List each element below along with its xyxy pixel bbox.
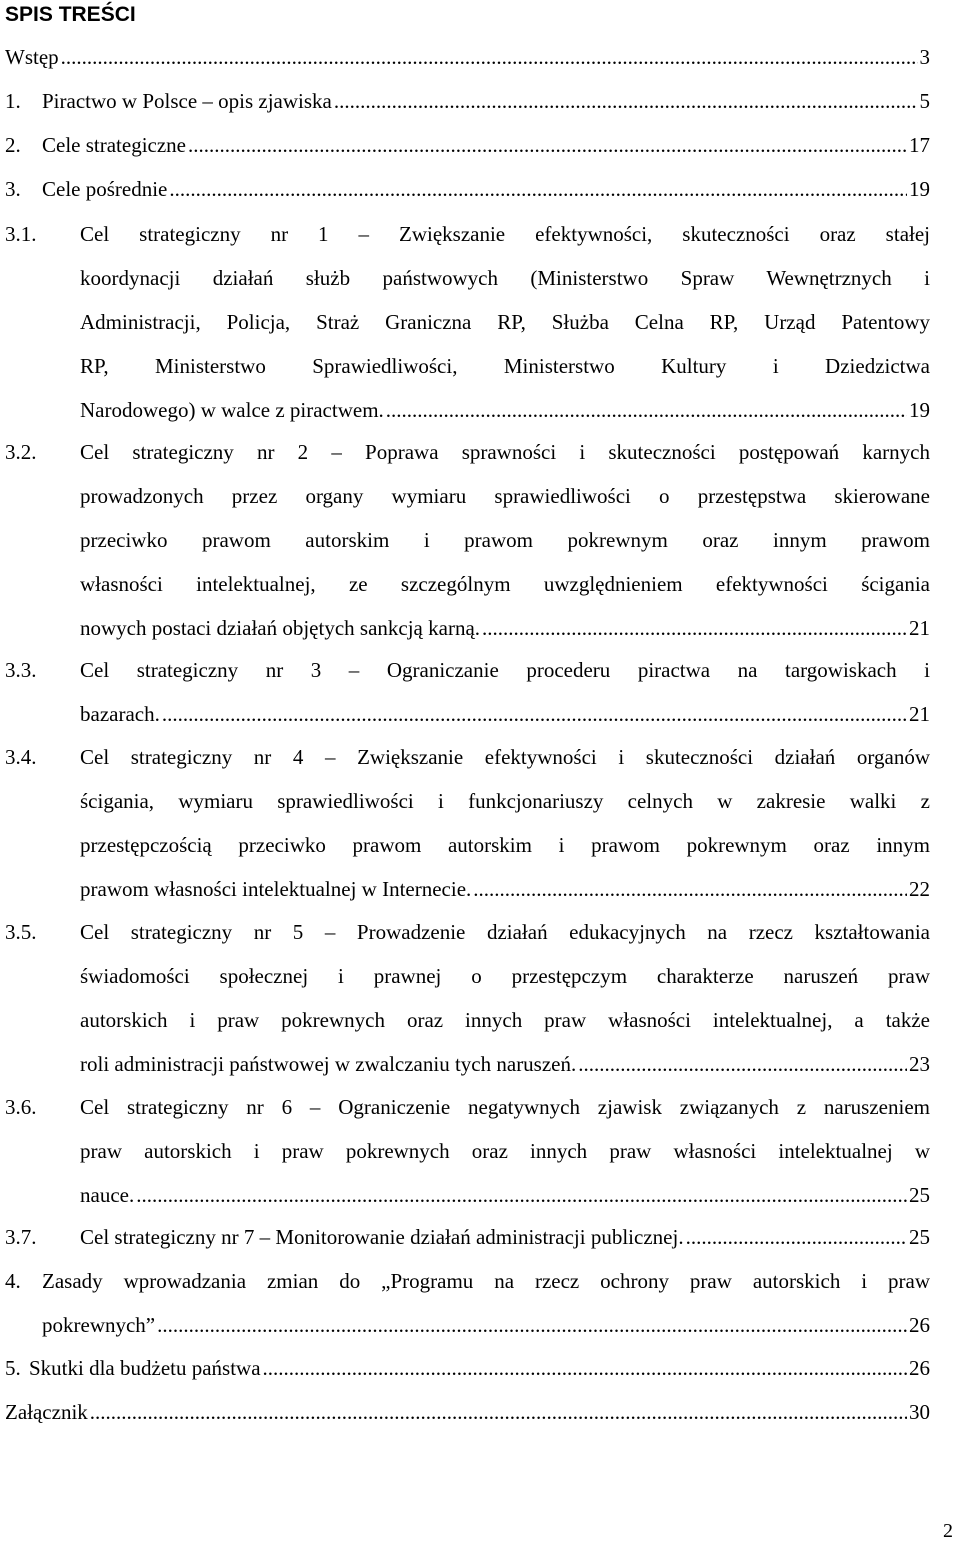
toc-entry-title: nauce. [80,1183,135,1207]
toc-entry-page: 22 [909,877,930,901]
toc-entry-page: 23 [909,1052,930,1076]
toc-entry-page: 5 [919,89,930,113]
dot-leader [157,1303,907,1347]
toc-entry-title: Załącznik [5,1400,88,1424]
toc-entry[interactable] [5,1215,930,1259]
toc-entry-line: Zasady wprowadzania zmian do „Programu na rzecz ochrony praw autorskich i praw [42,1269,930,1293]
toc-entry-line: autorskich i praw pokrewnych oraz innych praw własności intelektualnej, a także [80,1008,930,1032]
toc-entry-last-line [42,123,930,167]
toc-entry[interactable] [5,1390,930,1434]
toc-entry-line: prowadzonych przez organy wymiaru sprawiedliwości o przestępstwa skierowane [80,484,930,508]
toc-entry-last-line [80,692,930,736]
dot-leader [578,1042,907,1086]
toc-entry-line: przestępczością przeciwko prawom autorskim i prawom pokrewnym oraz innym [80,833,930,857]
toc-entry-last-line [80,1042,930,1086]
toc-entry-page: 19 [909,398,930,422]
toc-entry-last-line [42,79,930,123]
toc-entry-line: świadomości społecznej i prawnej o przestępczym charakterze naruszeń praw [80,964,930,988]
toc-entry-title: Narodowego) w walce z piractwem. [80,398,384,422]
toc-entry-text [5,1390,930,1434]
toc-entry-title: Cel strategiczny nr 7 – Monitorowanie działań administracji publicznej. [80,1225,684,1249]
toc-entry-last-line [80,1173,930,1217]
dot-leader [90,1390,907,1434]
toc-entry-text [42,79,930,123]
toc-entry-page: 25 [909,1183,930,1207]
dot-leader [188,123,907,167]
toc-entry-page: 17 [909,133,930,157]
toc-entry-text [42,167,930,211]
toc-entry-number: 2. [5,133,21,157]
dot-leader [162,692,907,736]
toc-entry-line: Cel strategiczny nr 6 – Ograniczenie negatywnych zjawisk związanych z naruszeniem [80,1095,930,1119]
dot-leader [263,1346,907,1390]
toc-entry-title: Cele strategiczne [42,133,187,157]
toc-entry-number: 3.2. [5,440,37,464]
dot-leader [136,1173,907,1217]
page-title: SPIS TREŚCI [5,3,136,26]
toc-entry[interactable] [5,1346,930,1390]
toc-entry-line: koordynacji działań służb państwowych (Ministerstwo Spraw Wewnętrznych i [80,266,930,290]
toc-entry-text [80,648,930,736]
toc-entry[interactable] [5,648,930,736]
toc-entry-line: Cel strategiczny nr 5 – Prowadzenie działań edukacyjnych na rzecz kształtowania [80,920,930,944]
toc-entry-text [80,212,930,432]
toc-entry-last-line [80,867,930,911]
toc-entry-line: przeciwko prawom autorskim i prawom pokrewnym oraz innym prawom [80,528,930,552]
toc-entry[interactable] [5,167,930,211]
toc-entry-page: 30 [909,1400,930,1424]
toc-entry-line: praw autorskich i praw pokrewnych oraz innych praw własności intelektualnej w [80,1139,930,1163]
toc-entry-number: 3.6. [5,1095,37,1119]
page-number: 2 [943,1520,953,1542]
toc-entry-line: Administracji, Policja, Straż Graniczna RP, Służba Celna RP, Urząd Patentowy [80,310,930,334]
toc-entry-page: 26 [909,1356,930,1380]
toc-entry[interactable] [5,735,930,911]
toc-entry-text [80,430,930,650]
toc-entry[interactable] [5,430,930,650]
toc-entry-number: 1. [5,89,21,113]
toc-entry-last-line [80,606,930,650]
toc-entry-text [80,1215,930,1259]
toc-entry-title: Skutki dla budżetu państwa [29,1356,261,1380]
toc-entry-number: 3.1. [5,222,37,246]
toc-entry-last-line [5,35,930,79]
toc-entry-title: prawom własności intelektualnej w Internecie. [80,877,472,901]
toc-entry-number: 3. [5,177,21,201]
toc-entry-last-line [29,1346,930,1390]
toc-entry-line: RP, Ministerstwo Sprawiedliwości, Ministerstwo Kultury i Dziedzictwa [80,354,930,378]
toc-entry-line: własności intelektualnej, ze szczególnym uwzględnieniem efektywności ścigania [80,572,930,596]
toc-entry-number: 5. [5,1356,21,1380]
toc-entry[interactable] [5,1259,930,1347]
toc-entry[interactable] [5,35,930,79]
toc-entry-line: ścigania, wymiaru sprawiedliwości i funkcjonariuszy celnych w zakresie walki z [80,789,930,813]
toc-entry-text [5,35,930,79]
toc-entry-page: 25 [909,1225,930,1249]
toc-entry-text [80,910,930,1086]
toc-entry-number: 3.5. [5,920,37,944]
toc-entry-page: 19 [909,177,930,201]
toc-entry-page: 21 [909,616,930,640]
dot-leader [473,867,907,911]
toc-entry-line: Cel strategiczny nr 3 – Ograniczanie procederu piractwa na targowiskach i [80,658,930,682]
toc-entry[interactable] [5,212,930,432]
toc-entry[interactable] [5,79,930,123]
toc-entry-text [80,735,930,911]
toc-entry-number: 3.3. [5,658,37,682]
toc-entry-line: Cel strategiczny nr 2 – Poprawa sprawności i skuteczności postępowań karnych [80,440,930,464]
dot-leader [482,606,907,650]
toc-entry-last-line [42,167,930,211]
toc-entry-page: 21 [909,702,930,726]
toc-entry-number: 3.7. [5,1225,37,1249]
toc-entry-title: nowych postaci działań objętych sankcją karną. [80,616,481,640]
dot-leader [169,167,907,211]
toc-entry-title: bazarach. [80,702,160,726]
dot-leader [386,388,907,432]
toc-entry-last-line [80,1215,930,1259]
toc-entry-text [42,1259,930,1347]
dot-leader [61,35,918,79]
dot-leader [334,79,918,123]
toc-entry-line: Cel strategiczny nr 4 – Zwiększanie efektywności i skuteczności działań organów [80,745,930,769]
toc-entry-page: 26 [909,1313,930,1337]
toc-entry-text [80,1085,930,1217]
toc-entry-last-line [80,388,930,432]
toc-entry-number: 3.4. [5,745,37,769]
dot-leader [686,1215,907,1259]
toc-entry-title: Piractwo w Polsce – opis zjawiska [42,89,332,113]
toc-entry[interactable] [5,910,930,1086]
toc-entry-page: 3 [919,45,930,69]
toc-entry-title: Cele pośrednie [42,177,168,201]
toc-entry[interactable] [5,1085,930,1217]
toc-entry-title: pokrewnych” [42,1313,156,1337]
toc-entry-last-line [42,1303,930,1347]
toc-entry-line: Cel strategiczny nr 1 – Zwiększanie efektywności, skuteczności oraz stałej [80,222,930,246]
toc-entry-title: Wstęp [5,45,59,69]
toc-entry-number: 4. [5,1269,21,1293]
toc-entry[interactable] [5,123,930,167]
toc-entry-text [29,1346,930,1390]
toc-entry-text [42,123,930,167]
toc-entry-last-line [5,1390,930,1434]
toc-entry-title: roli administracji państwowej w zwalczaniu tych naruszeń. [80,1052,577,1076]
